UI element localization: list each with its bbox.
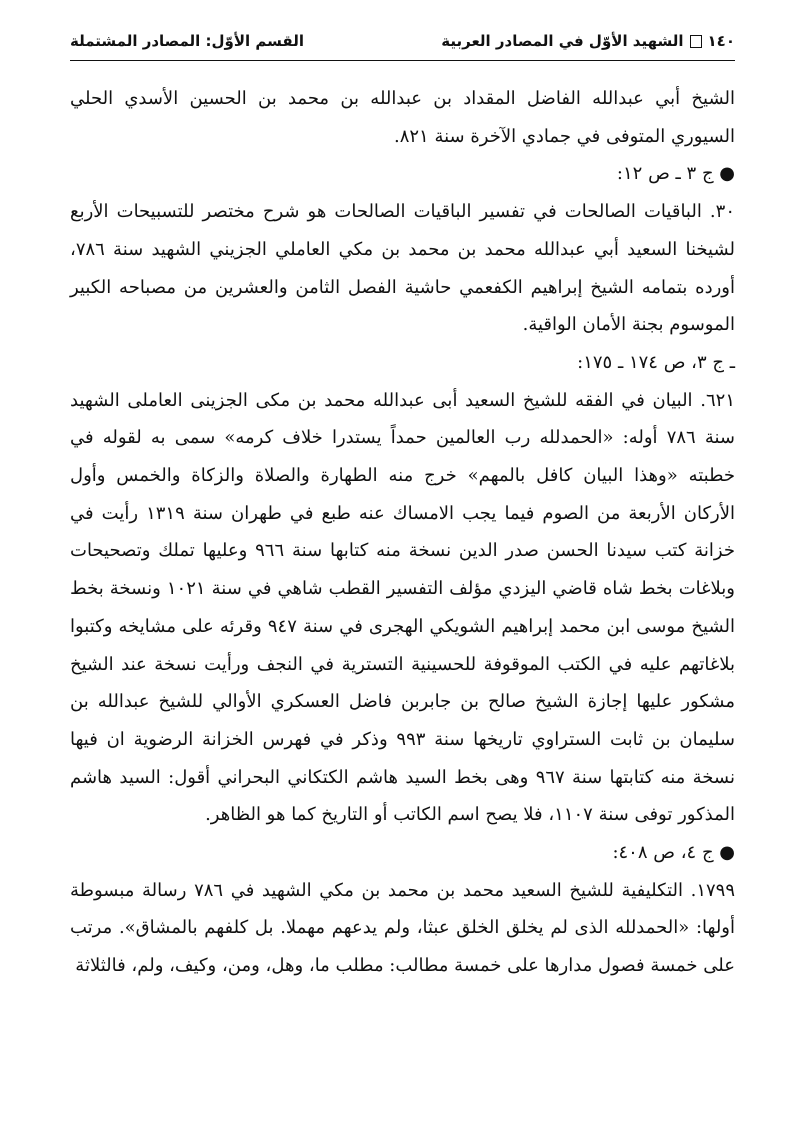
running-header bbox=[70, 28, 735, 54]
reference-3: ● ج ٤، ص ٤٠٨: bbox=[70, 834, 735, 872]
page-body bbox=[70, 80, 735, 985]
section-title: القسم الأوّل: المصادر المشتملة bbox=[70, 32, 304, 50]
paragraph-2: ٣٠. الباقيات الصالحات في تفسير الباقيات الصالحات هو شرح مختصر للتسبيحات الأربع لشيخنا السعيد أبي عبدالله محمد بن محمد بن مكي العاملي الجزيني الشهيد سنة ٧٨٦، أورده بتمامه الشيخ إبراهيم الكفعمي حاشية الفصل الثامن والعشرين من مصباحه الكبير الموسوم بجنة الأمان الواقية. bbox=[70, 201, 735, 336]
paragraph-1: الشيخ أبي عبدالله الفاضل المقداد بن عبدالله بن محمد بن الحسين الأسدي الحلي السيوري المتوفى في جمادي الآخرة سنة ٨٢١. bbox=[70, 88, 735, 147]
square-ornament-icon bbox=[690, 35, 702, 48]
header-right bbox=[441, 32, 735, 50]
reference-2: ـ ج ٣، ص ١٧٤ ـ ١٧٥: bbox=[577, 351, 735, 373]
reference-1: ● ج ٣ ـ ص ١٢: bbox=[70, 155, 735, 193]
paragraph-3: ٦٢١. البيان في الفقه للشيخ السعيد أبى عبدالله محمد بن مكى الجزينى العاملى الشهيد سنة ٧٨٦ أوله: «الحمدلله رب العالمين حمداً يستدرا خلاف كرمه» سمى به لقوله في خطبته «وهذا البيان كافل بالمهم» خرج منه الطهارة والصلاة والزكاة والخمس وأول الأركان الأربعة من الصوم فيما يجب الامساك عنه طبع في طهران سنة ١٣١٩ رأيت في خزانة كتب سيدنا الحسن صدر الدين نسخة منه كتابها سنة ٩٦٦ وعليها تملك وتصحيحات وبلاغات بخط شاه قاضي اليزدي مؤلف التفسير القطب شاهي في سنة ١٠٢١ ونسخة بخط الشيخ موسى ابن محمد إبراهيم الشويكي الهجرى في سنة ٩٤٧ وقرئه على مشايخه وكتبوا بلاغاتهم عليه في الكتب الموقوفة للحسينية التسترية في النجف ورأيت نسخة عند الشيخ مشكور عليها إجازة الشيخ صالح بن جابربن فاضل العسكري الأوالي للشيخ عبدالله بن سليمان بن ثابت الستراوي تاريخها سنة ٩٩٣ وذكر في فهرس الخزانة الرضوية ان فيها نسخة منه كتابتها سنة ٩٦٧ وهى بخط السيد هاشم الكتكاني البحراني أقول: السيد هاشم المذكور توفى سنة ١١٠٧، فلا يصح اسم الكاتب أو التاريخ كما هو الظاهر. bbox=[70, 389, 736, 826]
header-rule bbox=[70, 60, 735, 61]
page-number: ١٤٠ bbox=[707, 32, 735, 50]
paragraph-4: ١٧٩٩. التكليفية للشيخ السعيد محمد بن محمد بن مكي الشهيد في ٧٨٦ رسالة مبسوطة أولها: «الحمدلله الذى لم يخلق الخلق عبثا، ولم يدعهم مهملا. بل كلفهم بالمشاق». مرتب على خمسة فصول مدارها على خمسة مطالب: مطلب ما، وهل، ومن، وكيف، ولم، فالثلاثة bbox=[70, 879, 735, 977]
book-title: الشهيد الأوّل في المصادر العربية bbox=[441, 32, 684, 50]
